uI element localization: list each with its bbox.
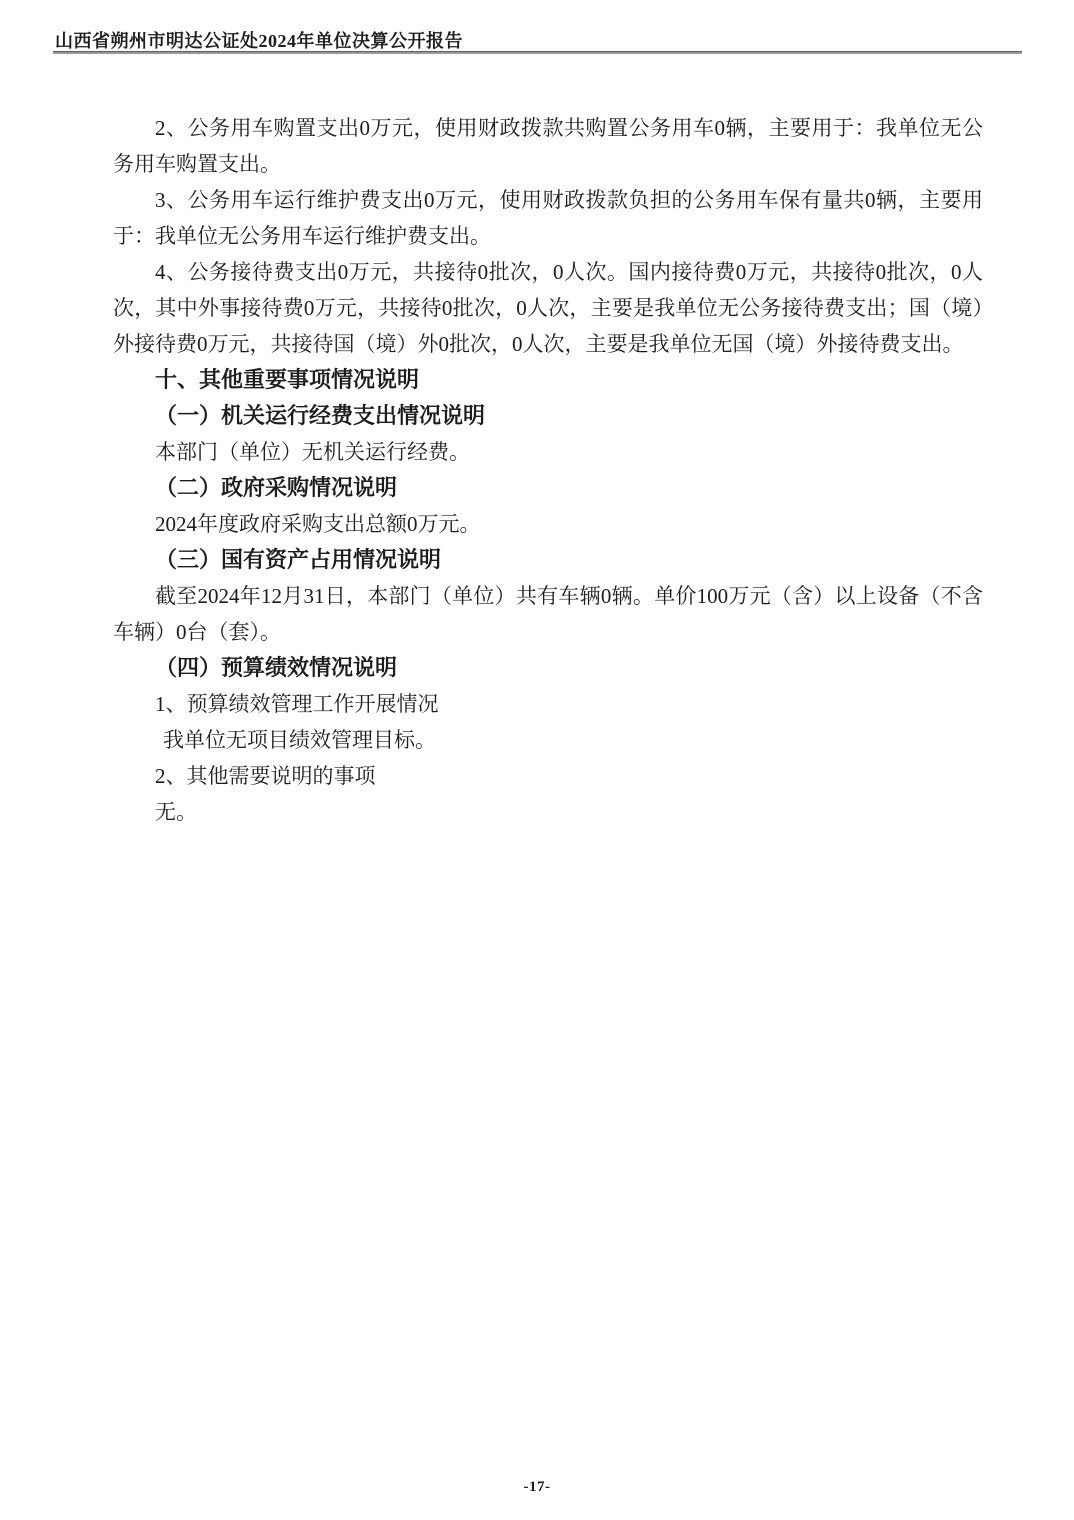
body-paragraph: 3、公务用车运行维护费支出0万元，使用财政拨款负担的公务用车保有量共0辆，主要用于：我单位无公务用车运行维护费支出。 xyxy=(113,188,983,248)
body-paragraph: 2、其他需要说明的事项 xyxy=(155,764,376,788)
body-paragraph: 2、公务用车购置支出0万元，使用财政拨款共购置公务用车0辆，主要用于：我单位无公务用车购置支出。 xyxy=(113,116,983,176)
body-paragraph: 本部门（单位）无机关运行经费。 xyxy=(155,440,470,464)
page-number: -17- xyxy=(523,1479,551,1495)
body-paragraph: 2024年度政府采购支出总额0万元。 xyxy=(155,512,481,536)
subsection-heading: （二）政府采购情况说明 xyxy=(155,475,398,500)
body-paragraph: 截至2024年12月31日，本部门（单位）共有车辆0辆。单价100万元（含）以上设备（不含车辆）0台（套）。 xyxy=(113,584,983,644)
document-body xyxy=(113,110,983,830)
section-heading: 十、其他重要事项情况说明 xyxy=(155,367,420,392)
subsection-heading: （四）预算绩效情况说明 xyxy=(155,655,398,680)
document-header-title: 山西省朔州市明达公证处2024年单位决算公开报告 xyxy=(55,31,463,51)
header-divider-rule xyxy=(53,51,1022,54)
subsection-heading: （一）机关运行经费支出情况说明 xyxy=(155,403,486,428)
body-paragraph: 无。 xyxy=(155,800,197,824)
body-paragraph: 4、公务接待费支出0万元，共接待0批次，0人次。国内接待费0万元，共接待0批次，0人次，其中外事接待费0万元，共接待0批次，0人次，主要是我单位无公务接待费支出；国（境）外接待费0万元，共接待国（境）外0批次，0人次，主要是我单位无国（境）外接待费支出。 xyxy=(113,260,983,356)
body-paragraph: 1、预算绩效管理工作开展情况 xyxy=(155,692,439,716)
body-paragraph: 我单位无项目绩效管理目标。 xyxy=(163,728,436,752)
subsection-heading: （三）国有资产占用情况说明 xyxy=(155,547,442,572)
